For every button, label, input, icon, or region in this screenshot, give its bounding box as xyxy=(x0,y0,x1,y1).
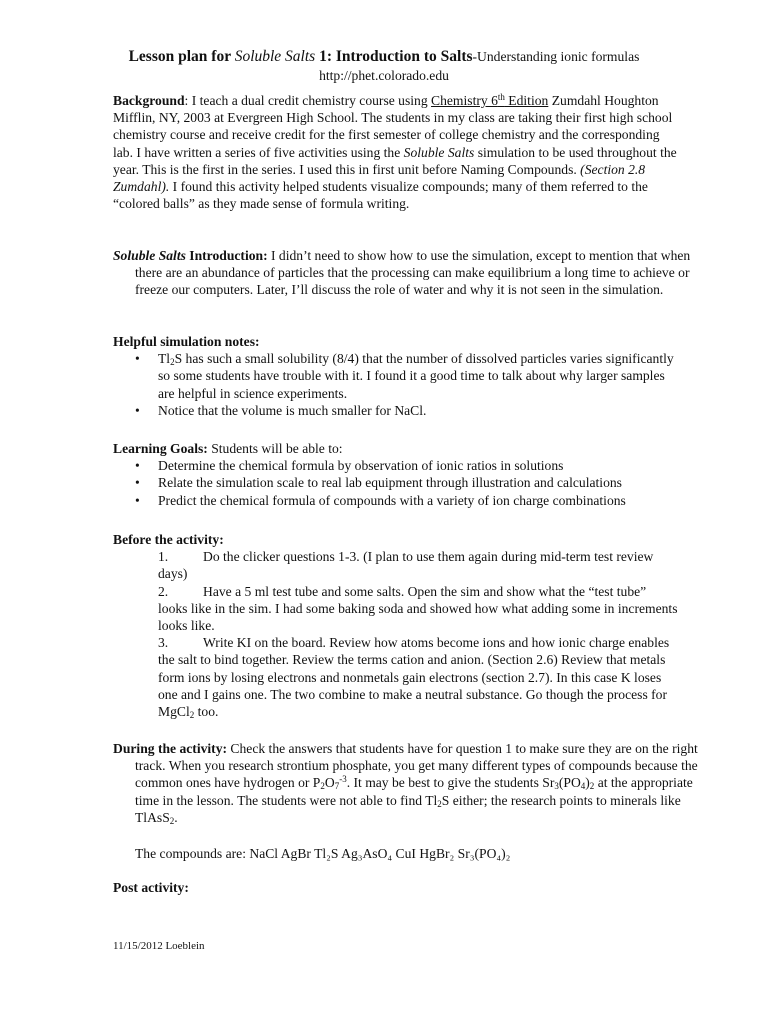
goals-heading: Learning Goals: xyxy=(113,441,208,456)
step-text: Write KI on the board. Review how atoms become ions and how ionic charge enables the salt to bind together. Review the terms cation and anion. (Section 2.6) Review that metals form ions by losing electrons and nonmetals gain electrons (section 2.7). In this case K loses one and I gains one. The two combine to make a neutral substance. Go though the process for MgCl xyxy=(158,635,670,720)
step-item xyxy=(113,634,679,720)
during-heading: During the activity: xyxy=(113,741,228,756)
formula-part: (PO xyxy=(558,775,581,791)
goal-item: • Determine the chemical formula by observation of ionic ratios in solutions xyxy=(113,457,679,474)
background-text-4: I found this activity helped students visualize compounds; many of them referred to the “colored balls” as they made sense of formula writing. xyxy=(113,179,648,212)
notes-item: • Notice that the volume is much smaller for NaCl. xyxy=(113,402,679,419)
goal-item: • Predict the chemical formula of compounds with a variety of ion charge combinations xyxy=(113,492,679,509)
formula-part: O xyxy=(324,775,335,791)
intro-sim-name: Soluble Salts xyxy=(113,248,186,263)
step-number: 3. xyxy=(158,635,169,651)
formula-sub: 2 xyxy=(437,798,442,809)
during-text-3: at the appropriate time in the lesson. The students were not able to find Tl xyxy=(135,775,693,808)
goals-section xyxy=(113,440,679,509)
post-heading: Post activity: xyxy=(113,880,189,895)
step-item xyxy=(113,583,679,635)
step-number: 2. xyxy=(158,583,169,599)
goals-intro: Students will be able to: xyxy=(207,441,343,456)
formula-sub: 7 xyxy=(334,781,340,792)
document-title xyxy=(0,48,768,66)
note-1-b: S has such a small solubility (8/4) that the number of dissolved particles varies significantly so some students have trouble with it. I found it a good time to talk about why larger samples are helpful in science experiments. xyxy=(158,351,674,401)
before-steps xyxy=(113,548,679,720)
intro-text: I didn’t need to show how to use the simulation, except to mention that when there are an abundance of particles that the processing can make equilibrium a long time to achieve or freeze our computers. Later, I’ll discuss the role of water and why it is not seen in the simulation. xyxy=(135,248,691,298)
notes-item xyxy=(113,350,679,402)
during-text-4: S either; the research points to minerals like TlAsS xyxy=(135,792,681,825)
note-1-sub: 2 xyxy=(170,357,175,368)
compounds-label: The compounds are: xyxy=(135,846,250,861)
during-text-5: . xyxy=(174,809,178,825)
background-label: Background xyxy=(113,93,185,108)
source-url[interactable]: http://phet.colorado.edu xyxy=(319,68,449,83)
background-section-ref: (Section 2.8 Zumdahl). xyxy=(113,161,646,195)
goals-list xyxy=(113,457,679,509)
step-text-end: too. xyxy=(194,704,219,720)
textbook-title xyxy=(431,93,548,108)
formula-sub: 2 xyxy=(169,815,175,826)
textbook-edition: Edition xyxy=(504,93,549,108)
formula-sub: 4 xyxy=(580,781,586,792)
notes-heading: Helpful simulation notes: xyxy=(113,334,260,349)
title-subtitle: -Understanding ionic formulas xyxy=(472,49,640,64)
post-section xyxy=(113,879,679,896)
intro-label: Introduction: xyxy=(185,248,268,263)
formula-sub: 2 xyxy=(320,781,325,792)
notes-section xyxy=(113,333,679,419)
step-text: Have a 5 ml test tube and some salts. Open the sim and show what the “test tube” looks like in the sim. I had some baking soda and showed how what adding some in increments looks like. xyxy=(158,583,678,634)
formula-sub: 2 xyxy=(589,781,595,792)
step-item xyxy=(113,548,679,582)
during-text-1: Check the answers that students have for question 1 to make sure they are on the right track. When you research strontium phosphate, you get many different types of compounds because the common ones have hydrogen or P xyxy=(135,741,698,791)
textbook-edition-sup: th xyxy=(497,92,505,102)
before-heading: Before the activity: xyxy=(113,532,224,547)
step-sub: 2 xyxy=(189,710,195,721)
formula-sub: 3 xyxy=(554,781,559,792)
background-section xyxy=(113,92,679,212)
notes-list xyxy=(113,350,679,419)
background-text-2: Zumdahl Houghton Mifflin, NY, 2003 at Evergreen High School. The students in my class are taking their first high school chemistry course and receive credit for the first semester of college chemistry and the corresponding lab. I have written a series of five activities using the xyxy=(113,93,673,160)
background-text-3: simulation to be used throughout the year. This is the first in the series. I used this in first unit before Naming Compounds. xyxy=(113,144,677,177)
title-prefix: Lesson plan for xyxy=(128,48,235,65)
step-number: 1. xyxy=(158,549,169,565)
background-sim-name: Soluble Salts xyxy=(403,144,475,160)
formula-part: ) xyxy=(585,775,590,791)
during-section xyxy=(113,740,701,826)
step-text: Do the clicker questions 1-3. (I plan to use them again during mid-term test review days) xyxy=(158,549,654,582)
background-text-1: : I teach a dual credit chemistry course using xyxy=(184,93,432,108)
before-section xyxy=(113,531,679,720)
during-text-2: . It may be best to give the students Sr xyxy=(346,775,555,791)
formula-sup: -3 xyxy=(339,774,347,785)
page-footer: 11/15/2012 Loeblein xyxy=(113,940,205,952)
compounds-line xyxy=(113,845,679,862)
note-1-a: Tl xyxy=(158,351,171,367)
intro-section xyxy=(113,247,701,299)
title-main: 1: Introduction to Salts xyxy=(315,48,473,65)
textbook-name: Chemistry 6 xyxy=(431,93,498,108)
title-sim-name: Soluble Salts xyxy=(234,48,316,65)
goal-item: • Relate the simulation scale to real lab equipment through illustration and calculations xyxy=(113,474,679,491)
compounds-list: NaCl AgBr Tl₂S Ag₃AsO₄ CuI HgBr₂ Sr₃(PO₄)₂ xyxy=(249,846,511,861)
